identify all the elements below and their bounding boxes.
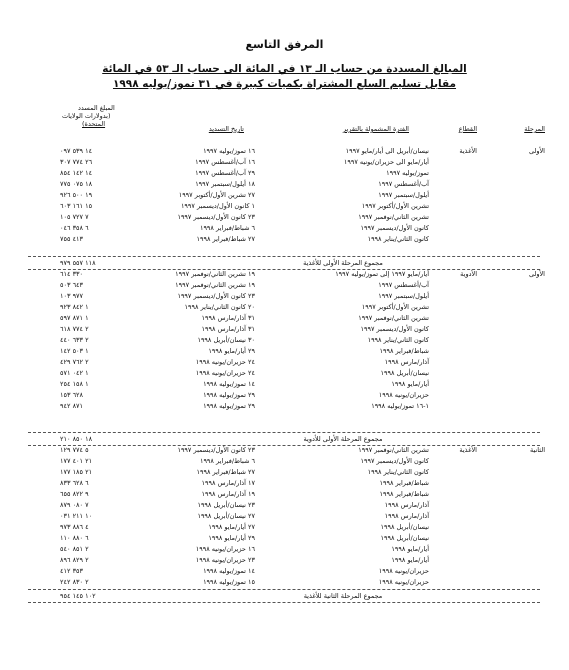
amount-cell: ٥ ٧٧٤ ١٢٩ [60,446,89,454]
period-cell: شباط/فبراير ١٩٩٨ [379,490,429,498]
table-row [0,577,569,588]
period-cell: تشرين الأول/أكتوبر ١٩٩٧ [361,303,429,311]
payment-date-cell: ٢٧ أيار/مايو ١٩٩٨ [208,523,255,531]
table-row [0,456,569,467]
table-row [0,291,569,302]
amount-cell: ١ ٥٠٣ ١٤٢ [60,347,89,355]
amount-cell: ٦٤٣ ٥٠٣ [60,281,84,289]
amount-cell: ٩ ٨٢٢ ٦٥٥ [60,490,89,498]
table-row [0,190,569,201]
period-cell: نيسان/أبريل ١٩٩٨ [380,523,429,531]
period-cell: آذار/مارس ١٩٩٨ [384,501,429,509]
period-cell: حزيران/يونيه ١٩٩٨ [378,391,429,399]
period-cell: شباط/فبراير ١٩٩٨ [379,479,429,487]
amount-cell: ١ ٨٧١ ٥٩٧ [60,314,89,322]
amount-cell: ٢ ٨٢٩ ٨٩٦ [60,556,89,564]
payment-date-cell: ١٦ آب/أغسطس ١٩٩٧ [195,158,255,166]
header-amount-line3: المتحدة) [82,120,106,128]
period-cell: تشرين الثاني/نوفمبر ١٩٩٧ [358,446,429,454]
heading-line-2: مقابل تسليم السلع المشتراة بكميات كبيرة في ٣١ تموز/يوليه ١٩٩٨ [112,78,457,90]
period-cell: حزيران/يونيه ١٩٩٨ [378,567,429,575]
amount-cell: ١٠ ٢١١ ٠٣١ [60,512,93,520]
table-row [0,335,569,346]
payment-date-cell: ٢٣ حزيران/يونيه ١٩٩٨ [195,556,255,564]
period-cell: تشرين الثاني/نوفمبر ١٩٩٧ [358,213,429,221]
amount-cell: ٧ ٧٢٧ ١٠٥ [60,213,89,221]
period-cell: كانون الثاني/يناير ١٩٩٨ [367,235,429,243]
payment-date-cell: ٢٩ أيار/مايو ١٩٩٨ [208,534,255,542]
stage-cell: الأولى [528,270,545,278]
period-cell: أيلول/سبتمبر ١٩٩٧ [378,292,429,300]
table-row [0,379,569,390]
amount-cell: ١٤ ١٤٢ ٨٥٤ [60,169,93,177]
table-row [0,269,569,280]
payment-date-cell: ٢٧ نيسان/أبريل ١٩٩٨ [197,512,255,520]
payment-date-cell: ٢٧ تشرين الأول/أكتوبر ١٩٩٧ [178,191,255,199]
amount-cell: ١٥ ١٦١ ٦٠٣ [60,202,93,210]
table-row [0,467,569,478]
amount-cell: ٢ ٨٥١ ٥٤٠ [60,545,89,553]
amount-cell: ٢ ٨٣٠ ٢٤٢ [60,578,89,586]
table-row [0,533,569,544]
period-cell: كانون الأول/ديسمبر ١٩٩٧ [360,457,429,465]
payment-date-cell: ٢٤ حزيران/يونيه ١٩٩٨ [195,358,255,366]
payment-date-cell: ١٨ أيلول/سبتمبر ١٩٩٧ [195,180,255,188]
section-total-row [28,432,540,446]
header-amount-line2: (بدولارات الولايات [62,112,111,120]
section-total-row [28,256,540,270]
table-row [0,555,569,566]
period-cell: آب/أغسطس ١٩٩٧ [378,180,429,188]
amount-cell: ٦ ٨٨٠ ١١٠ [60,534,89,542]
table-row [0,500,569,511]
period-cell: نيسان/أبريل الى أيار/مايو ١٩٩٧ [345,147,429,155]
table-row [0,157,569,168]
table-row [0,234,569,245]
amount-cell: ٦ ٣٥٨ ٠٤٦ [60,224,89,232]
period-cell: أيار/مايو ١٩٩٨ [391,380,429,388]
payment-date-cell: ٢٩ تموز/يوليه ١٩٩٨ [203,402,255,410]
total-label: مجموع المرحلة الأولى للأدوية [303,435,383,443]
table-row [0,302,569,313]
period-cell: أيار/مايو ١٩٩٧ إلى تموز/يوليه ١٩٩٧ [335,270,429,278]
amount-cell: ٤ ٨٨٦ ٩٧٣ [60,523,89,531]
period-cell: آذار/مارس ١٩٩٨ [384,358,429,366]
table-row [0,223,569,234]
period-cell: كانون الأول/ديسمبر ١٩٩٧ [360,325,429,333]
period-cell: كانون الأول/ديسمبر ١٩٩٧ [360,224,429,232]
payment-date-cell: ٢٣ كانون الأول/ديسمبر ١٩٩٧ [177,213,255,221]
header-period: الفترة المشمولة بالتقرير [342,125,409,133]
total-amount: ١١٨ ٥٥٧ ٩٧٩ [60,259,96,267]
heading-line-1: المبالغ المسددة من حساب الـ ١٣ في المائة الى حساب الـ ٥٣ في المائة [102,63,467,75]
amount-cell: ٢٦ ٧٧٤ ٣٠٧ [60,158,93,166]
header-stage: المرحلة [524,125,545,133]
payment-date-cell: ١٤ تموز/يوليه ١٩٩٨ [203,567,255,575]
table-row [0,179,569,190]
total-amount: ١٨ ٨٥٠ ٢١٠ [60,435,93,443]
payment-date-cell: ٢٤ حزيران/يونيه ١٩٩٨ [195,369,255,377]
table-row [0,522,569,533]
payment-date-cell: ٦ شباط/فبراير ١٩٩٨ [199,224,255,232]
payment-date-cell: ١٩ تشرين الثاني/نوفمبر ١٩٩٧ [175,281,255,289]
payment-date-cell: ٢٩ آب/أغسطس ١٩٩٧ [195,169,255,177]
table-row [0,280,569,291]
period-cell: شباط/فبراير ١٩٩٨ [379,347,429,355]
table-row [0,324,569,335]
period-cell: أيلول/سبتمبر ١٩٩٧ [378,191,429,199]
payment-date-cell: ٦ شباط/فبراير ١٩٩٨ [199,457,255,465]
amount-cell: ١ ١٥٨ ٢٥٤ [60,380,89,388]
payment-date-cell: ٢٩ تموز/يوليه ١٩٩٨ [203,391,255,399]
payment-date-cell: ١٦ حزيران/يونيه ١٩٩٨ [195,545,255,553]
amount-cell: ١ ٠٤٢ ٥٧١ [60,369,89,377]
table-row [0,489,569,500]
payment-date-cell: ٢٣ كانون الأول/ديسمبر ١٩٩٧ [177,446,255,454]
period-cell: كانون الثاني/يناير ١٩٩٨ [367,336,429,344]
amount-cell: ١٤ ٥٣٩ ٠٩٧ [60,147,93,155]
table-row [0,401,569,412]
header-sector: القطاع [458,125,477,133]
stage-cell: الثانية [530,446,545,454]
payment-date-cell: ٢٠ كانون الثاني/يناير ١٩٩٨ [184,303,255,311]
table-row [0,478,569,489]
amount-cell: ٣٣٠ ٦١٤ [60,270,84,278]
payment-date-cell: ١٩ تشرين الثاني/نوفمبر ١٩٩٧ [175,270,255,278]
period-cell: تموز/يوليه ١٩٩٧ [386,169,429,177]
table-row [0,544,569,555]
table-row [0,566,569,577]
total-amount: ١٠٢ ١٤٥ ٩٥٤ [60,592,96,600]
table-row [0,368,569,379]
payment-date-cell: ٢٣ نيسان/أبريل ١٩٩٨ [197,501,255,509]
amount-cell: ٢ ٧٧٤ ٦١٨ [60,325,89,333]
table-row [0,445,569,456]
payment-date-cell: ١٥ تموز/يوليه ١٩٩٨ [203,578,255,586]
period-cell: آب/أغسطس ١٩٩٧ [378,281,429,289]
total-label: مجموع المرحلة الثانية للأغذية [303,592,383,600]
table-row [0,313,569,324]
amount-cell: ٢١ ٤٠١ ١٧٧ [60,457,93,465]
period-cell: حزيران/يونيه ١٩٩٨ [378,578,429,586]
amount-cell: ١ ٨٤٢ ٩٢٣ [60,303,89,311]
payment-date-cell: ١٤ تموز/يوليه ١٩٩٨ [203,380,255,388]
payment-date-cell: ١٦ تموز/يوليه ١٩٩٧ [203,147,255,155]
period-cell: تشرين الأول/أكتوبر ١٩٩٧ [361,202,429,210]
table-row [0,346,569,357]
payment-date-cell: ٣١ آذار/مارس ١٩٩٨ [201,325,255,333]
table-row [0,357,569,368]
table-row [0,146,569,157]
sector-cell: الأغذية [459,147,477,155]
period-cell: كانون الثاني/يناير ١٩٩٨ [367,468,429,476]
payment-date-cell: ١٩ آذار/مارس ١٩٩٨ [201,490,255,498]
table-row [0,511,569,522]
payment-date-cell: ٣١ آذار/مارس ١٩٩٨ [201,314,255,322]
sector-cell: الأدوية [460,270,477,278]
amount-cell: ٨٧١ ٩٤٢ [60,402,84,410]
period-cell: آذار/مارس ١٩٩٨ [384,512,429,520]
header-amount-line1: المبلغ المسدد [78,104,115,112]
table-row [0,212,569,223]
amount-cell: ٢ ٧٦٢ ٤٢٩ [60,358,89,366]
table-row [0,390,569,401]
payment-date-cell: ١ كانون الأول/ديسمبر ١٩٩٧ [180,202,255,210]
amount-cell: ٧ ٠٨٠ ٨٧٩ [60,501,89,509]
amount-cell: ١٨ ٠٧٥ ٧٧٥ [60,180,93,188]
period-cell: تشرين الثاني/نوفمبر ١٩٩٧ [358,314,429,322]
sector-cell: الأغذية [459,446,477,454]
period-cell: أيار/مايو الى حزيران/يونيه ١٩٩٧ [343,158,429,166]
period-cell: أيار/مايو ١٩٩٨ [391,545,429,553]
period-cell: نيسان/أبريل ١٩٩٨ [380,369,429,377]
amount-cell: ٦ ٦٢٨ ٨٣٣ [60,479,89,487]
payment-date-cell: ١٧ آذار/مارس ١٩٩٨ [201,479,255,487]
payment-date-cell: ٢٧ شباط/فبراير ١٩٩٨ [196,235,255,243]
amount-cell: ٣٥٣ ٤١٢ [60,567,84,575]
amount-cell: ٩٧٧ ١٠٣ [60,292,84,300]
section-total-row [28,589,540,603]
period-cell: أيار/مايو ١٩٩٨ [391,556,429,564]
payment-date-cell: ٣٠ نيسان/أبريل ١٩٩٨ [197,336,255,344]
payment-date-cell: ٢٧ شباط/فبراير ١٩٩٨ [196,468,255,476]
amount-cell: ١٩ ٥٠٠ ٩٢٦ [60,191,93,199]
table-row [0,201,569,212]
payment-date-cell: ٢٩ أيار/مايو ١٩٩٨ [208,347,255,355]
stage-cell: الأولى [528,147,545,155]
header-payment-date: تاريخ التسديد [208,125,244,133]
payment-date-cell: ٢٣ كانون الأول/ديسمبر ١٩٩٧ [177,292,255,300]
table-row [0,168,569,179]
total-label: مجموع المرحلة الأولى للأغذية [303,259,383,267]
amount-cell: ٤١٣ ٧٥٥ [60,235,84,243]
annex-title: المرفق التاسع [245,38,324,51]
period-cell: ١-١٦ تموز/يوليه ١٩٩٨ [371,402,429,410]
amount-cell: ٢ ٦٣٣ ٤٤٠ [60,336,89,344]
amount-cell: ٢١ ١٨٥ ١٧٧ [60,468,93,476]
period-cell: نيسان/أبريل ١٩٩٨ [380,534,429,542]
amount-cell: ٦٢٨ ١٥٣ [60,391,84,399]
